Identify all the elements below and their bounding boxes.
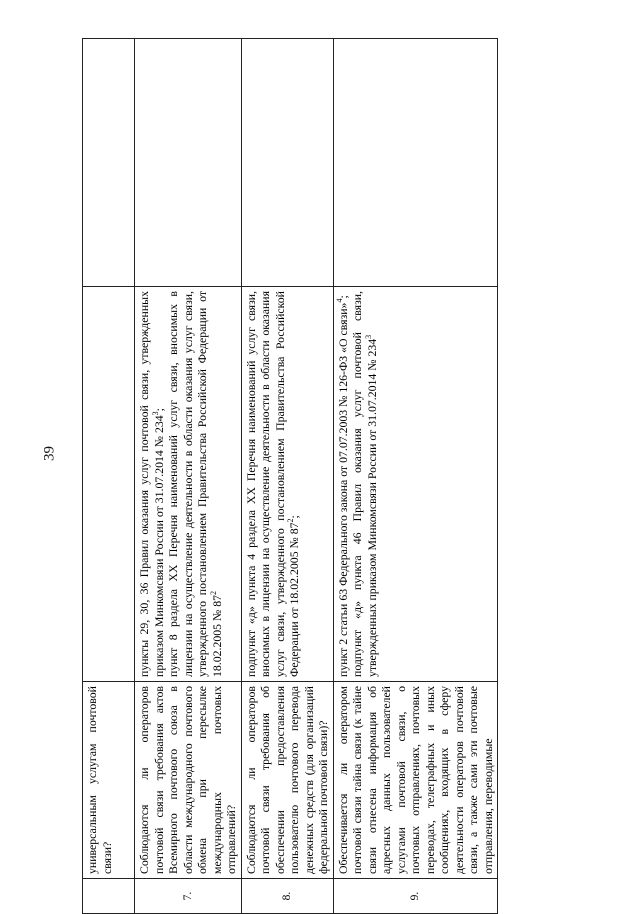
table-row bbox=[333, 39, 498, 914]
notes-cell bbox=[83, 39, 135, 287]
basis-cell bbox=[241, 287, 333, 682]
basis-item: пункт 2 статьи 63 Федерального закона от 07.07.2003 № 126-ФЗ «О связи»$^4$; bbox=[334, 295, 350, 677]
basis-cell bbox=[333, 287, 498, 682]
notes-cell bbox=[135, 39, 242, 287]
page-number: 39 bbox=[41, 446, 58, 461]
notes-cell bbox=[333, 39, 498, 287]
basis-item: пункт 8 раздела XX Перечня наименований услуг связи, вносимых в лицензии на осуществление деятельности в области оказания услуг связи, утвержденного постановлением Правительства Российской Федерации от 18.02.2005 № $87^2$ bbox=[166, 291, 224, 677]
question-cell: универсальным услугам почтовой связи? bbox=[83, 682, 135, 879]
question-text: Обеспечивается ли оператором почтовой связи тайна связи (к тайне связи отнесена информация об адресных данных пользователей услугами почтовой связи, о почтовых отправлениях, почтовых переводах, телеграфных и иных сообщениях, входящих в сферу деятельности операторов почтовой связи, а также сами эти почтовые отправления, переводимые bbox=[333, 682, 498, 879]
row-number: 9. bbox=[333, 879, 498, 914]
question-text: Соблюдаются ли операторов почтовой связи требования об обеспечении предоставления пользователю почтового перевода денежных средств (для организаций федеральной почтовой связи)? bbox=[241, 682, 333, 879]
basis-cell bbox=[135, 287, 242, 682]
row-number: 7. bbox=[135, 879, 242, 914]
row-number-cell bbox=[83, 879, 135, 914]
requirements-table bbox=[82, 38, 498, 914]
basis-item: подпункт «д» пункта 4 раздела XX Перечня наименований услуг связи, вносимых в лицензии на осуществление деятельности в области оказания услуг связи, утвержденного постановлением Правительства Российской Федерации от 18.02.2005 № $87^2$; bbox=[243, 291, 301, 677]
rotated-table bbox=[82, 39, 495, 914]
table-row bbox=[241, 39, 333, 914]
notes-cell bbox=[241, 39, 333, 287]
table-row bbox=[135, 39, 242, 914]
basis-cell bbox=[83, 287, 135, 682]
question-text: Соблюдаются ли операторов почтовой связи требования актов Всемирного почтового союза в области международного почтового обмена при пересылке международных почтовых отправлений? bbox=[135, 682, 242, 879]
basis-item: подпункт «д» пункта 46 Правил оказания услуг почтовой связи, утвержденных приказом Минкомсвязи России от 31.07.2014 № $234^3$ bbox=[350, 291, 379, 677]
rotated-table-viewport bbox=[82, 39, 495, 914]
table-row-continuation bbox=[83, 39, 135, 914]
row-number: 8. bbox=[241, 879, 333, 914]
basis-item: пункты 29, 30, 36 Правил оказания услуг почтовой связи, утвержденных приказом Минкомсвязи России от 31.07.2014 № $234^3$; bbox=[137, 291, 166, 677]
